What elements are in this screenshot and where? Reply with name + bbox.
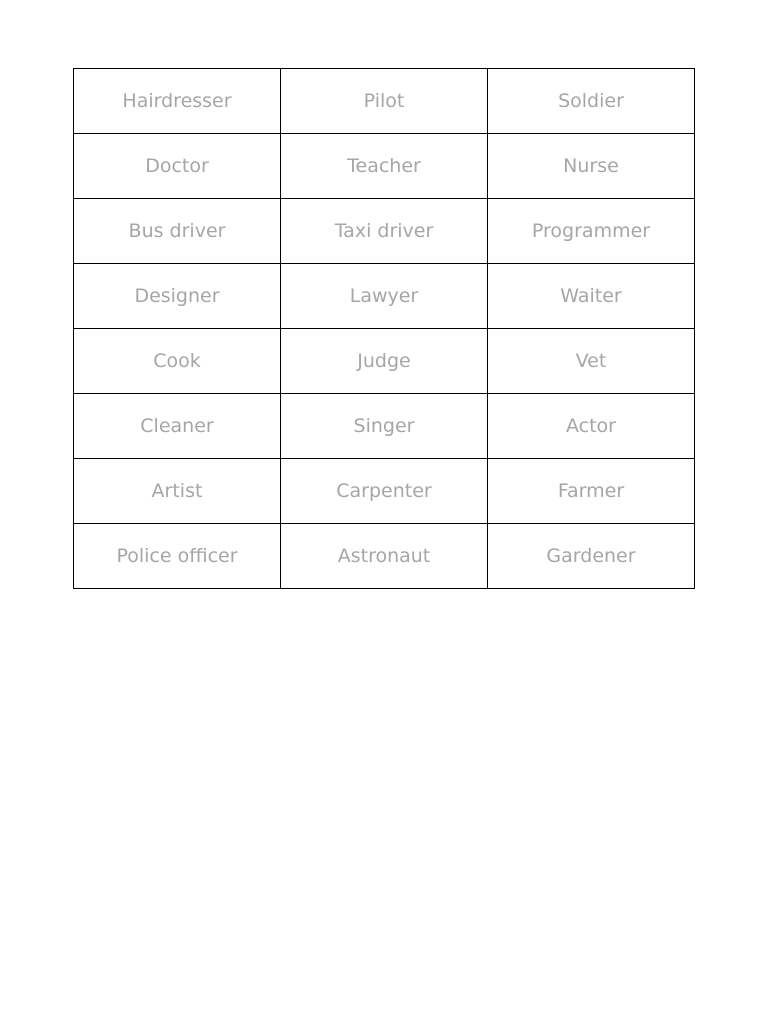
table-cell: Cleaner (74, 394, 281, 459)
table-cell: Lawyer (281, 264, 488, 329)
table-cell: Bus driver (74, 199, 281, 264)
table-cell: Hairdresser (74, 69, 281, 134)
table-cell: Taxi driver (281, 199, 488, 264)
table-cell: Pilot (281, 69, 488, 134)
table-cell: Waiter (488, 264, 695, 329)
table-body (74, 69, 695, 589)
table-cell: Carpenter (281, 459, 488, 524)
table-cell: Gardener (488, 524, 695, 589)
table-row (74, 394, 695, 459)
table-cell: Nurse (488, 134, 695, 199)
table-cell: Police officer (74, 524, 281, 589)
table-row (74, 264, 695, 329)
table-row (74, 459, 695, 524)
table-cell: Teacher (281, 134, 488, 199)
table-cell: Soldier (488, 69, 695, 134)
occupations-table (73, 68, 695, 589)
table-cell: Farmer (488, 459, 695, 524)
table-cell: Singer (281, 394, 488, 459)
table-cell: Judge (281, 329, 488, 394)
table-cell: Programmer (488, 199, 695, 264)
table-cell: Cook (74, 329, 281, 394)
table-row (74, 134, 695, 199)
table-cell: Vet (488, 329, 695, 394)
table-row (74, 199, 695, 264)
table-cell: Artist (74, 459, 281, 524)
table-cell: Designer (74, 264, 281, 329)
table-cell: Astronaut (281, 524, 488, 589)
table-row (74, 329, 695, 394)
table-cell: Actor (488, 394, 695, 459)
table-row (74, 524, 695, 589)
table-cell: Doctor (74, 134, 281, 199)
table-row (74, 69, 695, 134)
